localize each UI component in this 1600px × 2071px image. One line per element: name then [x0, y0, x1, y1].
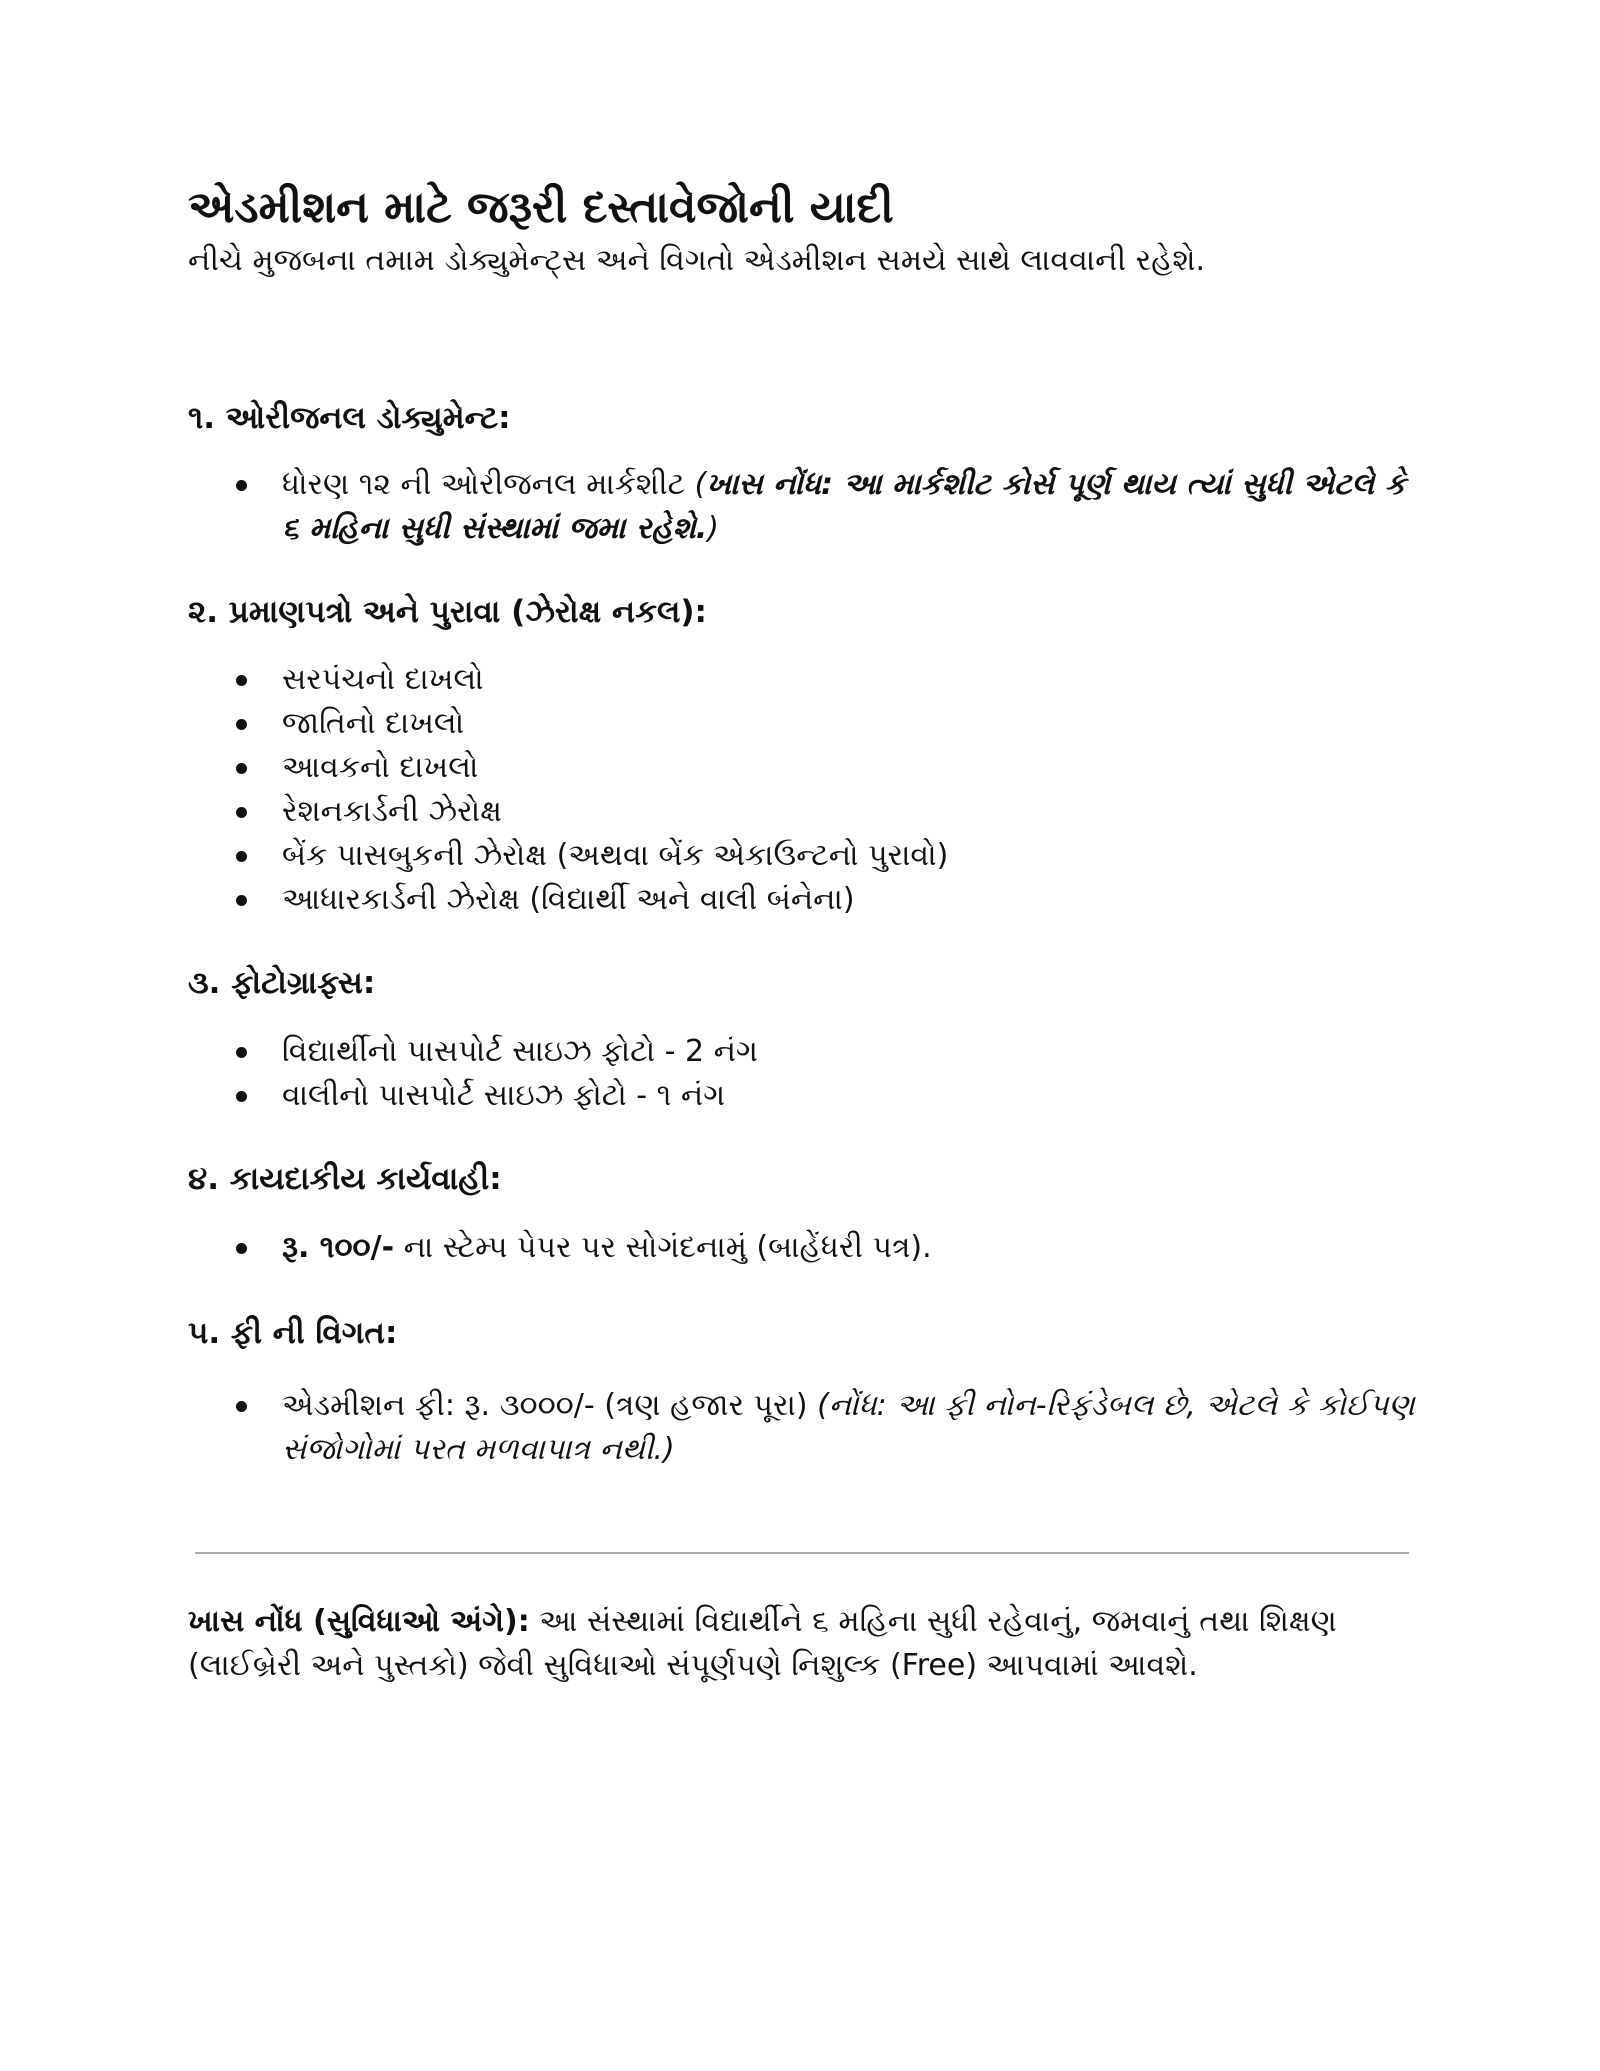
- bullet-icon: [236, 851, 247, 862]
- section-heading-text: ૩. ફોટોગ્રાફ્સ: [188, 965, 363, 1001]
- non-refundable-note: (નોંધ: આ ફી નોન-રિફંડેબલ છે, એટલે કે કોઈપણ સંજોગોમાં પરત મળવાપાત્ર નથી.): [282, 1388, 1415, 1467]
- list-item-text: વાલીનો પાસપોર્ટ સાઇઝ ફોટો - ૧ નંગ: [282, 1078, 726, 1113]
- paren-close: ): [707, 511, 719, 546]
- facilities-note-text: આ સંસ્થામાં વિદ્યાર્થીને ૬ મહિના સુધી રહેવાનું, જમવાનું તથા શિક્ષણ (લાઈબ્રેરી અને પુસ્તકો) જેવી સુવિધાઓ સંપૂર્ણપણે નિશુલ્ક (Free) આપવામાં આવશે.: [188, 1604, 1337, 1683]
- original-documents-list: [236, 463, 1416, 551]
- divider: [195, 1552, 1409, 1554]
- bullet-icon: [236, 719, 247, 730]
- list-item: [236, 746, 1416, 790]
- list-item: [236, 658, 1416, 702]
- list-item-text: સરપંચનો દાખલો: [282, 662, 484, 697]
- list-item-text: આવકનો દાખલો: [282, 750, 479, 785]
- list-item-text: આધારકાર્ડની ઝેરોક્ષ (વિદ્યાર્થી અને વાલી બંનેના): [282, 882, 855, 917]
- bullet-icon: [236, 807, 247, 818]
- bullet-icon: [236, 1401, 247, 1412]
- section-heading-colon: :: [489, 1161, 502, 1197]
- bullet-icon: [236, 1047, 247, 1058]
- legal-procedure-list: [236, 1226, 1416, 1270]
- list-item: [236, 834, 1416, 878]
- bullet-icon: [236, 1243, 247, 1254]
- list-item-text: વિદ્યાર્થીનો પાસપોર્ટ સાઇઝ ફોટો - 2 નંગ: [282, 1034, 758, 1069]
- section-heading-colon: :: [362, 965, 376, 1001]
- list-item: [236, 702, 1416, 746]
- section-heading-colon: :: [498, 400, 511, 436]
- list-item-text: ધોરણ ૧૨ ની ઓરીજનલ માર્કશીટ: [282, 467, 695, 502]
- section-heading-photographs: [188, 962, 375, 1004]
- facilities-note-label: ખાસ નોંધ (સુવિધાઓ અંગે):: [188, 1604, 530, 1639]
- bullet-icon: [236, 675, 247, 686]
- list-item: [236, 878, 1416, 922]
- bullet-icon: [236, 895, 247, 906]
- section-heading-legal-procedure: [188, 1158, 502, 1200]
- photographs-list: [236, 1030, 1416, 1118]
- list-item-text: રેશનકાર્ડની ઝેરોક્ષ: [282, 794, 502, 829]
- list-item: [236, 1030, 1416, 1074]
- section-heading-text: ૧. ઓરીજનલ ડોક્યુમેન્ટ: [188, 400, 499, 436]
- document-title: એડમીશન માટે જરૂરી દસ્તાવેજોની યાદી: [188, 182, 894, 233]
- section-heading-text: ૫. ફી ની વિગત: [188, 1315, 385, 1351]
- section-heading-original-documents: [188, 397, 511, 439]
- list-item: [236, 1226, 1416, 1270]
- list-item-text: જાતિનો દાખલો: [282, 706, 465, 741]
- list-item-text: એડમીશન ફી: રૂ. ૩૦૦૦/- (ત્રણ હજાર પૂરા): [282, 1388, 818, 1423]
- section-heading-certificates: [188, 591, 707, 633]
- section-heading-text: ૨. પ્રમાણપત્રો અને પુરાવા (ઝેરોક્ષ નકલ):: [188, 594, 707, 630]
- facilities-note: [188, 1600, 1428, 1688]
- list-item-text: બેંક પાસબુકની ઝેરોક્ષ (અથવા બેંક એકાઉન્ટનો પુરાવો): [282, 838, 949, 873]
- list-item-text: ના સ્ટેમ્પ પેપર પર સોગંદનામું (બાહેંધરી પત્ર).: [394, 1230, 932, 1265]
- document-subtitle: નીચે મુજબના તમામ ડોક્યુમેન્ટ્સ અને વિગતો એડમીશન સમયે સાથે લાવવાની રહેશે.: [188, 243, 1206, 278]
- list-item: [236, 463, 1416, 551]
- section-heading-text: ૪. કાયદાકીય કાર્યવાહી: [188, 1161, 490, 1197]
- paren-open: (: [694, 467, 707, 502]
- list-item: [236, 1074, 1416, 1118]
- fee-details-list: [236, 1384, 1416, 1472]
- list-item: [236, 790, 1416, 834]
- section-heading-colon: :: [384, 1315, 398, 1351]
- bullet-icon: [236, 1091, 247, 1102]
- certificates-list: [236, 658, 1416, 922]
- bullet-icon: [236, 763, 247, 774]
- bullet-icon: [236, 480, 247, 491]
- section-heading-fee-details: [188, 1312, 397, 1354]
- marksheet-special-note: ખાસ નોંધ: આ માર્કશીટ કોર્સ પૂર્ણ થાય ત્યાં સુધી એટલે કે ૬ મહિના સુધી સંસ્થામાં જમા રહેશે.: [282, 467, 1406, 546]
- list-item: [236, 1384, 1416, 1472]
- stamp-paper-amount: રૂ. ૧૦૦/-: [282, 1230, 395, 1265]
